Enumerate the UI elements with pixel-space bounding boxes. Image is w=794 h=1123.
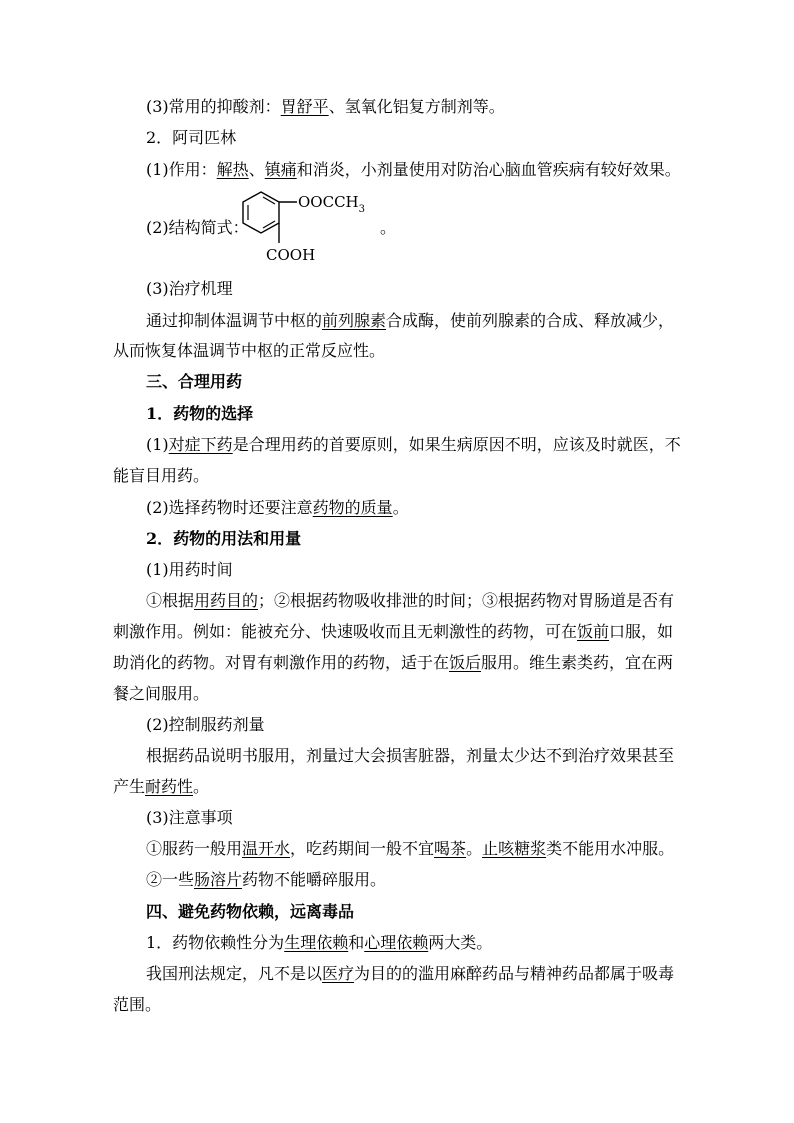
text-segment: 口服，如: [609, 622, 674, 641]
text-line: [146, 435, 681, 455]
text-line: [146, 964, 674, 984]
text-segment: 范围。: [113, 995, 162, 1014]
section-heading: [146, 902, 354, 922]
text-segment: 和: [348, 933, 365, 952]
text-segment: (1)作用：: [146, 160, 217, 179]
text-line: [146, 498, 409, 518]
text-line: [146, 870, 386, 890]
text-line: [146, 839, 674, 859]
text-segment: 能盲目用药。: [113, 466, 210, 485]
underlined-key-term: 肠溶片: [194, 870, 243, 889]
text-segment: 产生: [113, 777, 146, 796]
text-segment: (1)用药时间: [146, 560, 233, 579]
text-segment: 。: [392, 498, 409, 517]
text-segment: 。: [193, 777, 210, 796]
text-line: [146, 808, 233, 828]
underlined-key-term: 生理依赖: [284, 933, 349, 952]
text-segment: 从而恢复体温调节中枢的正常反应性。: [113, 341, 386, 360]
text-line: [146, 560, 233, 580]
text-segment: (2)控制服药剂量: [146, 715, 265, 734]
text-line: [113, 341, 385, 361]
underlined-key-term: 耐药性: [145, 777, 194, 796]
text-segment: 通过抑制体温调节中枢的: [146, 311, 323, 330]
text-segment: (3)常用的抑酸剂：: [146, 97, 281, 116]
text-segment: 2．阿司匹林: [146, 128, 237, 147]
text-segment: 是合理用药的首要原则，如果生病原因不明，应该及时就医，不: [232, 435, 681, 454]
text-segment: (3)注意事项: [146, 808, 233, 827]
text-line: [146, 933, 492, 953]
ester-group-label: $OOCCH_3$: [298, 193, 366, 215]
text-line: [146, 591, 674, 611]
underlined-key-term: 饭后: [449, 653, 482, 672]
text-segment: 餐之间服用。: [113, 684, 210, 703]
underlined-key-term: 镇痛: [264, 160, 297, 179]
underlined-key-term: 胃舒平: [280, 97, 329, 116]
text-segment: 合成酶，使前列腺素的合成、释放减少，: [386, 311, 675, 330]
text-segment: ，吃药期间一般不宜: [290, 839, 435, 858]
section-heading: [146, 372, 242, 392]
underlined-key-term: 心理依赖: [364, 933, 429, 952]
text-segment: (3)治疗机理: [146, 279, 233, 298]
text-segment: ；②根据药物吸收排泄的时间；③根据药物对胃肠道是否有: [258, 591, 675, 610]
aspirin-structural-formula: [241, 186, 381, 266]
text-segment: (1): [146, 435, 169, 454]
text-segment: 1．药物的选择: [146, 404, 254, 423]
text-segment: (2)选择药物时还要注意: [146, 498, 313, 517]
underlined-key-term: 温开水: [242, 839, 291, 858]
text-line: [113, 653, 673, 673]
text-line: [113, 684, 209, 704]
text-segment: 和消炎，小剂量使用对防治心脑血管疾病有较好效果。: [296, 160, 681, 179]
text-segment: 为目的的滥用麻醉药品与精神药品都属于吸毒: [354, 964, 675, 983]
text-segment: ②一些: [146, 870, 195, 889]
text-line: [113, 466, 209, 486]
text-segment: 。: [466, 839, 483, 858]
text-segment: 服用。维生素类药，宜在两: [481, 653, 674, 672]
text-segment: 刺激作用。例如：能被充分、快速吸收而且无刺激性的药物，可在: [113, 622, 578, 641]
formula-period: 。: [380, 218, 397, 237]
text-segment: ①根据: [146, 591, 195, 610]
text-segment: 助消化的药物。对胃有刺激作用的药物，适于在: [113, 653, 450, 672]
text-segment: 2．药物的用法和用量: [146, 529, 302, 548]
text-segment: 三、合理用药: [146, 372, 243, 391]
text-line: [146, 160, 681, 180]
text-segment: 、氢氧化铝复方制剂等。: [328, 97, 505, 116]
text-segment: 根据药品说明书服用，剂量过大会损害脏器，剂量太少达不到治疗效果甚至: [146, 746, 675, 765]
underlined-key-term: 解热: [216, 160, 249, 179]
underlined-key-term: 止咳糖浆: [482, 839, 547, 858]
underlined-key-term: 医疗: [322, 964, 355, 983]
underlined-key-term: 药物的质量: [312, 498, 393, 517]
text-segment: 、: [248, 160, 265, 179]
text-line: [113, 995, 161, 1015]
text-segment: 1．药物依赖性分为: [146, 933, 285, 952]
text-line: [146, 97, 505, 117]
text-line: [113, 622, 673, 642]
carboxyl-group-label: COOH: [266, 246, 316, 264]
underlined-key-term: 对症下药: [168, 435, 233, 454]
text-line: [113, 777, 209, 797]
text-segment: 四、避免药物依赖，远离毒品: [146, 902, 355, 921]
text-segment: 两大类。: [428, 933, 493, 952]
text-segment: ①服药一般用: [146, 839, 243, 858]
section-heading: [146, 404, 253, 424]
text-line: [146, 128, 236, 148]
text-segment: 类不能用水冲服。: [546, 839, 675, 858]
underlined-key-term: 饭前: [577, 622, 610, 641]
text-line: [146, 311, 674, 331]
text-line: [146, 746, 674, 766]
section-heading: [146, 529, 301, 549]
underlined-key-term: 喝茶: [434, 839, 467, 858]
text-line: [146, 715, 265, 735]
text-segment: 药物不能嚼碎服用。: [242, 870, 387, 889]
text-segment: 我国刑法规定，凡不是以: [146, 964, 323, 983]
aspirin-structure-line: [146, 186, 406, 266]
text-line: [146, 279, 233, 299]
underlined-key-term: 前列腺素: [322, 311, 387, 330]
formula-label: (2)结构简式：: [146, 218, 249, 237]
underlined-key-term: 用药目的: [194, 591, 259, 610]
